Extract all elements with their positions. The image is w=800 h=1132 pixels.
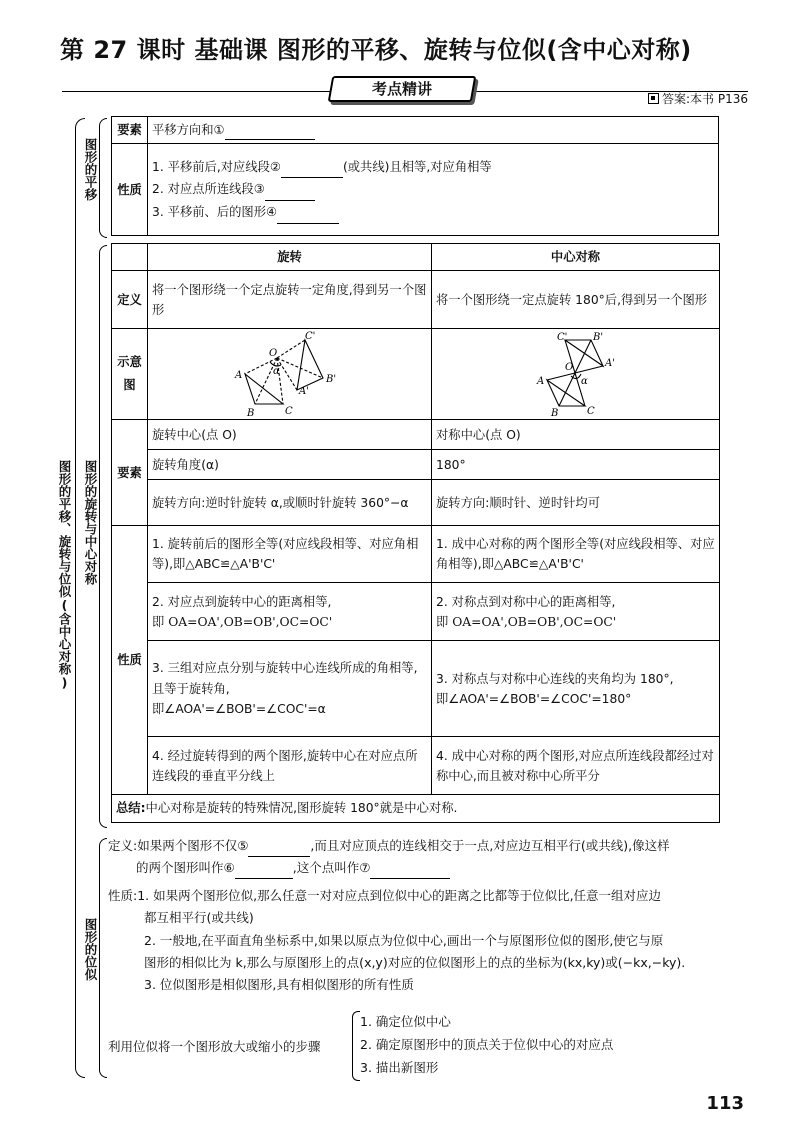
blank-1[interactable]	[225, 126, 315, 140]
translation-prop-1b: (或共线)且相等,对应角相等	[342, 159, 492, 174]
elem-central-2: 180°	[432, 450, 720, 480]
col-central-header: 中心对称	[432, 244, 720, 271]
label-c: C	[586, 406, 595, 418]
triangle-abc	[547, 380, 585, 406]
steps-brace	[352, 1011, 360, 1081]
homothety-def-d: ,这个点叫作⑦	[292, 859, 371, 875]
prop-central-3	[432, 641, 720, 737]
definition-label: 定义	[112, 271, 148, 329]
outer-label: 图形的平移、旋转与位似(含中心对称)	[57, 460, 72, 690]
prop-rotation-4: 4. 经过旋转得到的两个图形,旋转中心在对应点所连线段的垂直平分线上	[148, 737, 432, 795]
prop-central-2b: 即 OA=OA',OB=OB',OC=OC'	[436, 614, 617, 629]
homothety-steps-label: 利用位似将一个图形放大或缩小的步骤	[108, 1039, 321, 1054]
prop-central-3b: 即∠AOA'=∠BOB'=∠COC'=180°	[436, 691, 632, 706]
homothety-definition	[108, 835, 670, 879]
properties-label: 性质	[112, 526, 148, 795]
elements-label: 要素	[112, 420, 148, 526]
translation-brace	[99, 118, 107, 238]
answer-icon	[648, 93, 659, 104]
homothety-steps	[360, 1010, 613, 1079]
rotation-brace	[99, 245, 107, 828]
prop-central-3a: 3. 对称点与对称中心连线的夹角均为 180°,	[436, 671, 674, 686]
homothety-prop-3: 3. 位似图形是相似图形,具有相似图形的所有性质	[144, 977, 414, 992]
line-ob1	[277, 358, 323, 378]
definition-central: 将一个图形绕一定点旋转 180°后,得到另一个图形	[432, 271, 720, 329]
prop-rotation-3a: 3. 三组对应点分别与旋转中心连线所成的角相等,且等于旋转角,	[152, 661, 418, 696]
homothety-prop-2b: 图形的相似比为 k,那么与原图形上的点(x,y)对应的位似图形上的点的坐标为(kx,ky)或(−kx,−ky).	[144, 954, 686, 970]
homothety-properties	[108, 885, 685, 996]
prop-rotation-3b: 即∠AOA'=∠BOB'=∠COC'=α	[152, 701, 326, 716]
blank-7[interactable]	[370, 865, 450, 879]
label-alpha: α	[272, 366, 280, 378]
section-banner	[328, 76, 477, 102]
label-alpha: α	[580, 376, 588, 388]
homothety-def-c: 的两个图形叫作⑥	[136, 859, 235, 875]
homothety-prop-2a: 2. 一般地,在平面直角坐标系中,如果以原点为位似中心,画出一个与原图形位似的图形,使它与原	[144, 932, 664, 948]
homothety-brace	[99, 838, 107, 1078]
definition-rotation: 将一个图形绕一个定点旋转一定角度,得到另一个图形	[148, 271, 432, 329]
label-c1: C'	[556, 332, 567, 344]
prop-central-2a: 2. 对称点到对称中心的距离相等,	[436, 594, 616, 609]
blank-2[interactable]	[281, 164, 343, 178]
translation-element-text: 平移方向和①	[152, 123, 225, 137]
label-a1: A'	[298, 386, 309, 398]
answer-text: 答案:本书 P136	[662, 92, 748, 106]
prop-rotation-2a: 2. 对应点到旋转中心的距离相等,	[152, 594, 332, 609]
line-cc1	[565, 340, 585, 406]
translation-table	[111, 116, 719, 236]
blank-3[interactable]	[265, 187, 315, 201]
prop-rotation-1: 1. 旋转前后的图形全等(对应线段相等、对应角相等),即△ABC≌△A'B'C'	[148, 526, 432, 583]
label-b: B	[550, 408, 558, 419]
summary-text: 中心对称是旋转的特殊情况,图形旋转 180°就是中心对称.	[145, 801, 458, 816]
elem-rotation-1: 旋转中心(点 O)	[148, 420, 432, 450]
rotation-label: 图形的旋转与中心对称	[83, 460, 98, 585]
translation-prop-2: 2. 对应点所连线段③	[152, 182, 265, 197]
translation-element-cell	[148, 117, 719, 144]
diagram-label: 示意图	[112, 329, 148, 420]
section-banner-label: 考点精讲	[371, 80, 432, 98]
blank-6[interactable]	[235, 865, 293, 879]
central-diagram	[521, 330, 631, 418]
line-oc1	[277, 340, 305, 358]
rotation-diagram	[225, 330, 355, 418]
header-blank	[112, 244, 148, 271]
translation-prop-1a: 1. 平移前后,对应线段②	[152, 159, 281, 174]
prop-rotation-2b: 即 OA=OA',OB=OB',OC=OC'	[152, 614, 333, 629]
homothety-prop-1b: 都互相平行(或共线)	[144, 910, 254, 926]
diagram-central-cell	[432, 329, 720, 420]
label-b1: B'	[325, 374, 336, 386]
blank-5[interactable]	[248, 843, 310, 857]
label-o: O	[564, 362, 573, 374]
rotation-table	[111, 243, 720, 823]
prop-central-4: 4. 成中心对称的两个图形,对应点所连线段都经过对称中心,而且被对称中心所平分	[432, 737, 720, 795]
homothety-def-a: 定义:如果两个图形不仅⑤	[108, 838, 249, 853]
translation-property-label: 性质	[112, 144, 148, 236]
translation-prop-3: 3. 平移前、后的图形④	[152, 205, 278, 220]
elem-central-1: 对称中心(点 O)	[432, 420, 720, 450]
elem-rotation-3: 旋转方向:逆时针旋转 α,或顺时针旋转 360°−α	[148, 480, 432, 526]
homothety-step-3: 3. 描出新图形	[360, 1060, 439, 1076]
col-rotation-header: 旋转	[148, 244, 432, 271]
homothety-step-1: 1. 确定位似中心	[360, 1014, 451, 1029]
label-b: B	[246, 408, 254, 419]
translation-label: 图形的平移	[83, 138, 98, 201]
elem-rotation-2: 旋转角度(α)	[148, 450, 432, 480]
label-o: O	[268, 348, 277, 360]
diagram-rotation-cell	[148, 329, 432, 420]
label-c: C	[284, 406, 293, 418]
homothety-step-2: 2. 确定原图形中的顶点关于位似中心的对应点	[360, 1037, 614, 1053]
prop-central-1: 1. 成中心对称的两个图形全等(对应线段相等、对应角相等),即△ABC≌△A'B'C'	[432, 526, 720, 583]
page-title: 第 27 课时 基础课 图形的平移、旋转与位似(含中心对称)	[60, 36, 692, 64]
summary-row	[112, 795, 720, 822]
prop-rotation-2	[148, 583, 432, 641]
label-b1: B'	[592, 332, 603, 344]
label-c1: C'	[304, 331, 315, 343]
summary-label: 总结:	[116, 801, 146, 816]
label-a1: A'	[604, 358, 615, 370]
homothety-prop-1a: 性质:1. 如果两个图形位似,那么任意一对对应点到位似中心的距离之比都等于位似比,任意一组对应边	[108, 888, 662, 903]
prop-rotation-3	[148, 641, 432, 737]
homothety-label: 图形的位似	[83, 918, 98, 981]
translation-element-label: 要素	[112, 117, 148, 144]
label-a: A	[536, 376, 544, 388]
page-number: 113	[706, 1093, 744, 1114]
translation-property-cell	[148, 144, 719, 236]
elem-central-3: 旋转方向:顺时针、逆时针均可	[432, 480, 720, 526]
prop-central-2	[432, 583, 720, 641]
blank-4[interactable]	[277, 210, 339, 224]
triangle-a1b1c1	[297, 340, 323, 390]
label-a: A	[234, 370, 242, 382]
triangle-abc	[245, 374, 283, 404]
answer-reference	[648, 90, 748, 107]
homothety-def-b: ,而且对应顶点的连线相交于一点,对应边互相平行(或共线),像这样	[310, 838, 670, 853]
